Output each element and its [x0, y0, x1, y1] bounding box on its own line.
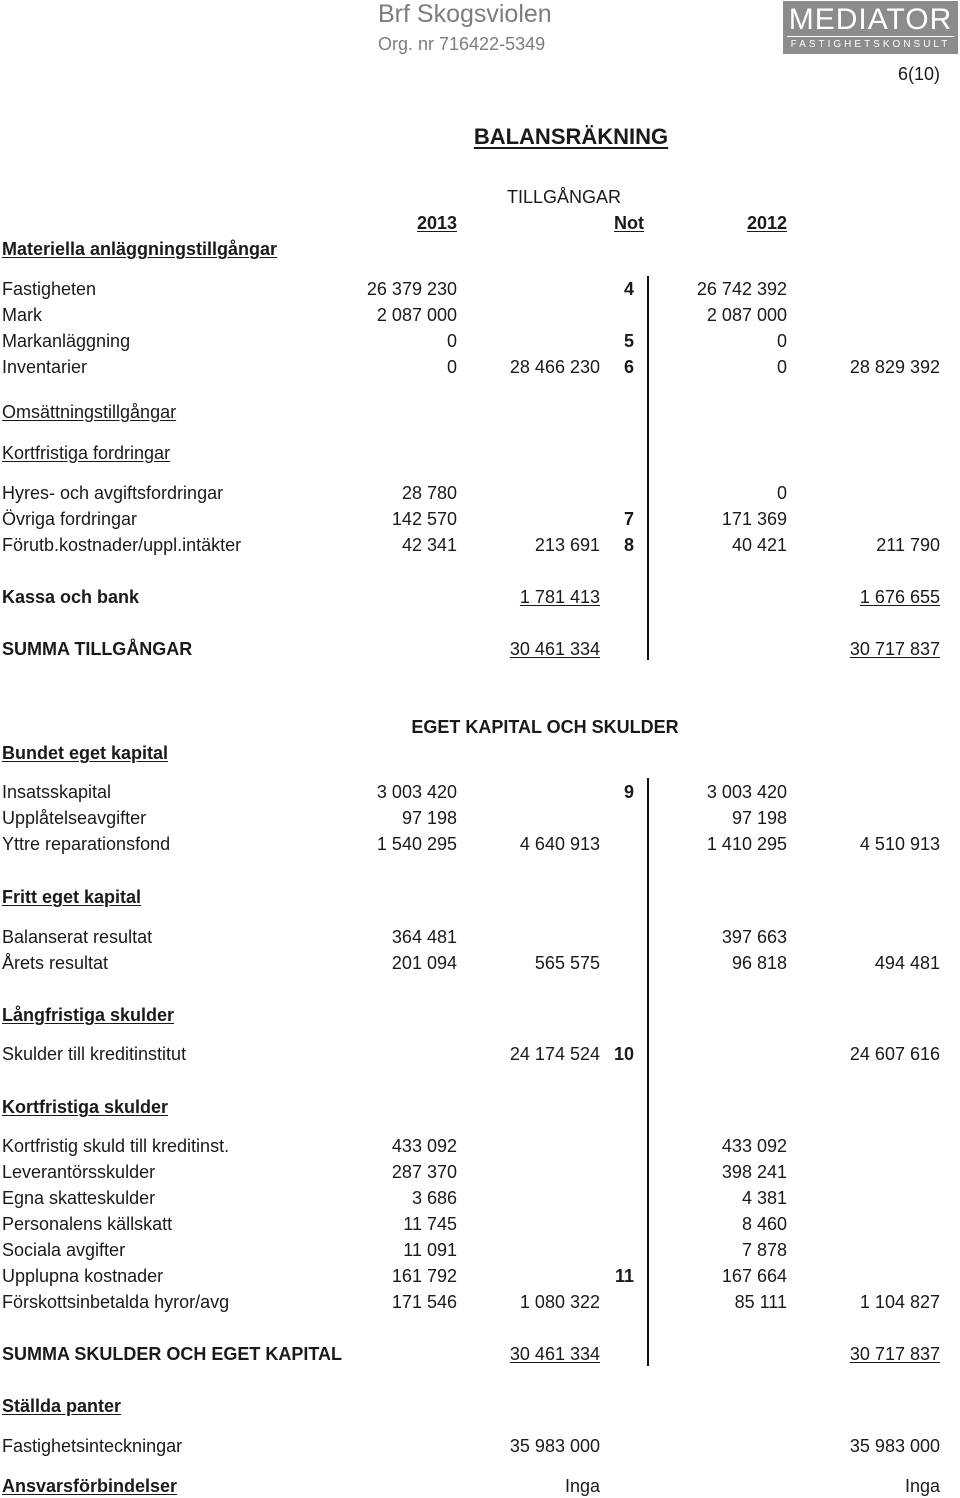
amount-2012: 1 410 295	[706, 834, 787, 854]
amount-2012: 85 111	[734, 1292, 787, 1312]
section-title-unrestricted-equity	[0, 886, 960, 908]
column-header-2012: 2012	[746, 213, 787, 233]
section-title: Bundet eget kapital	[2, 743, 169, 763]
row-summa-skulder-eget-kapital	[0, 1343, 960, 1365]
row-kortfristig-skuld-kreditinst	[0, 1135, 960, 1157]
subtotal-2012: 1 104 827	[859, 1292, 940, 1312]
section-title: Omsättningstillgångar	[2, 402, 177, 422]
amount-2012: 3 003 420	[706, 782, 787, 802]
amount-2013: 42 341	[401, 535, 457, 555]
amount-2013: 11 745	[403, 1214, 457, 1234]
row-inventarier	[0, 356, 960, 378]
row-label: Årets resultat	[2, 953, 109, 973]
amount-2012: 8 460	[741, 1214, 787, 1234]
mediator-logo	[783, 1, 958, 54]
note-ref: 9	[623, 782, 634, 802]
row-markanlaggning	[0, 330, 960, 352]
section-title: Kortfristiga skulder	[2, 1097, 169, 1117]
row-label: Markanläggning	[2, 331, 131, 351]
section-title-short-term-liabilities	[0, 1096, 960, 1118]
amount-2012: 97 198	[731, 808, 787, 828]
amount-2012: 433 092	[721, 1136, 787, 1156]
subtotal-2012: 494 481	[874, 953, 940, 973]
amount-2013: 142 570	[391, 509, 457, 529]
subtotal-2012: 1 676 655	[859, 587, 940, 607]
subtotal-2013: 24 174 524	[509, 1044, 600, 1064]
amount-2012: 0	[776, 483, 787, 503]
row-mark	[0, 304, 960, 326]
equity-liabilities-heading: EGET KAPITAL OCH SKULDER	[411, 717, 679, 737]
row-label: Inventarier	[2, 357, 88, 377]
amount-2012: 40 421	[731, 535, 787, 555]
row-summa-tillgangar	[0, 638, 960, 660]
note-ref: 4	[623, 279, 634, 299]
row-kassa-och-bank	[0, 586, 960, 608]
amount-2013: 287 370	[391, 1162, 457, 1182]
amount-2013: 1 540 295	[376, 834, 457, 854]
row-personalens-kallskatt	[0, 1213, 960, 1235]
row-sociala-avgifter	[0, 1239, 960, 1261]
amount-2012: 96 818	[731, 953, 787, 973]
amount-2012: 7 878	[741, 1240, 787, 1260]
row-upplatelseavgifter	[0, 807, 960, 829]
subtotal-2012: 28 829 392	[849, 357, 940, 377]
row-label: Skulder till kreditinstitut	[2, 1044, 187, 1064]
total-2013: 30 461 334	[509, 1344, 600, 1364]
row-label: Kortfristig skuld till kreditinst.	[2, 1136, 230, 1156]
note-ref: 5	[623, 331, 634, 351]
row-label: Kassa och bank	[2, 587, 140, 607]
subtotal-2013: 28 466 230	[509, 357, 600, 377]
subtotal-2013: 565 575	[534, 953, 600, 973]
section-title: Materiella anläggningstillgångar	[2, 239, 278, 259]
section-title: Ställda panter	[2, 1396, 122, 1416]
section-title-current-assets	[0, 401, 960, 423]
note-ref: 10	[613, 1044, 634, 1064]
row-label: SUMMA TILLGÅNGAR	[2, 639, 193, 659]
row-label: Personalens källskatt	[2, 1214, 173, 1234]
row-label: Balanserat resultat	[2, 927, 153, 947]
row-label: Insatsskapital	[2, 782, 112, 802]
section-subtitle: Kortfristiga fordringar	[2, 443, 171, 463]
row-insatsskapital	[0, 781, 960, 803]
section-title-long-term-liabilities	[0, 1004, 960, 1026]
amount-2013: 3 003 420	[376, 782, 457, 802]
row-label: Yttre reparationsfond	[2, 834, 171, 854]
amount-2012: 398 241	[721, 1162, 787, 1182]
note-ref: 8	[623, 535, 634, 555]
total-2012: 30 717 837	[849, 1344, 940, 1364]
amount-2013: 11 091	[403, 1240, 457, 1260]
row-label: Egna skatteskulder	[2, 1188, 156, 1208]
subtotal-2012: 211 790	[876, 535, 940, 555]
amount-2013: 26 379 230	[366, 279, 457, 299]
logo-wordmark: MEDIATOR	[788, 3, 953, 36]
row-egna-skatteskulder	[0, 1187, 960, 1209]
total-2013: 30 461 334	[509, 639, 600, 659]
subtotal-2012: 4 510 913	[859, 834, 940, 854]
amount-2013: 0	[446, 357, 457, 377]
amount-2013: 2 087 000	[376, 305, 457, 325]
row-label: SUMMA SKULDER OCH EGET KAPITAL	[2, 1344, 342, 1364]
row-label: Hyres- och avgiftsfordringar	[2, 483, 224, 503]
subtotal-2012: 35 983 000	[849, 1436, 940, 1456]
amount-2012: 26 742 392	[696, 279, 787, 299]
total-2012: 30 717 837	[849, 639, 940, 659]
amount-2013: 171 546	[391, 1292, 457, 1312]
note-ref: 6	[623, 357, 634, 377]
row-label: Upplåtelseavgifter	[2, 808, 147, 828]
amount-2012: 167 664	[721, 1266, 787, 1286]
section-title-pledged-assets	[0, 1395, 960, 1417]
amount-2012: 0	[776, 331, 787, 351]
amount-2012: 0	[776, 357, 787, 377]
page-number: 6(10)	[897, 64, 940, 84]
amount-2013: 28 780	[401, 483, 457, 503]
amount-2012: 171 369	[721, 509, 787, 529]
amount-2013: 97 198	[401, 808, 457, 828]
row-label: Fastigheten	[2, 279, 97, 299]
page-title: BALANSRÄKNING	[473, 124, 669, 149]
row-label: Mark	[2, 305, 42, 325]
subtotal-2013: 4 640 913	[519, 834, 600, 854]
row-yttre-reparationsfond	[0, 833, 960, 855]
subtotal-2012: Inga	[904, 1476, 940, 1496]
subtotal-2012: 24 607 616	[849, 1044, 940, 1064]
subtotal-2013: 1 080 322	[519, 1292, 600, 1312]
row-fastighetsinteckningar	[0, 1435, 960, 1457]
amount-2013: 364 481	[391, 927, 457, 947]
row-upplupna-kostnader	[0, 1265, 960, 1287]
row-label: Leverantörsskulder	[2, 1162, 156, 1182]
subtotal-2013: 35 983 000	[509, 1436, 600, 1456]
row-ansvarsforbindelser	[0, 1475, 960, 1497]
row-forutbetalda-kostnader	[0, 534, 960, 556]
note-ref: 11	[614, 1266, 634, 1286]
row-balanserat-resultat	[0, 926, 960, 948]
assets-heading: TILLGÅNGAR	[506, 187, 622, 207]
section-title-restricted-equity	[0, 742, 960, 764]
amount-2013: 0	[446, 331, 457, 351]
row-hyres-avgiftsfordringar	[0, 482, 960, 504]
row-ovriga-fordringar	[0, 508, 960, 530]
row-forskottsinbetalda-hyror	[0, 1291, 960, 1313]
column-header-note: Not	[614, 213, 644, 233]
row-leverantorsskulder	[0, 1161, 960, 1183]
column-header-2013: 2013	[416, 213, 457, 233]
row-skulder-till-kreditinstitut	[0, 1043, 960, 1065]
subtotal-2013: 1 781 413	[519, 587, 600, 607]
row-label: Sociala avgifter	[2, 1240, 126, 1260]
amount-2013: 201 094	[391, 953, 457, 973]
row-label: Övriga fordringar	[2, 509, 138, 529]
section-subtitle-receivables	[0, 442, 960, 464]
logo-tagline: FASTIGHETSKONSULT	[787, 36, 954, 53]
association-name: Brf Skogsviolen	[378, 0, 552, 28]
row-fastigheten	[0, 278, 960, 300]
row-label: Förutb.kostnader/uppl.intäkter	[2, 535, 242, 555]
amount-2013: 3 686	[411, 1188, 457, 1208]
section-title: Fritt eget kapital	[2, 887, 142, 907]
note-ref: 7	[623, 509, 634, 529]
amount-2013: 433 092	[391, 1136, 457, 1156]
amount-2012: 2 087 000	[706, 305, 787, 325]
amount-2012: 397 663	[721, 927, 787, 947]
row-label: Upplupna kostnader	[2, 1266, 164, 1286]
section-title-fixed-assets	[0, 238, 960, 260]
section-title: Långfristiga skulder	[2, 1005, 175, 1025]
amount-2013: 161 792	[391, 1266, 457, 1286]
row-label: Förskottsinbetalda hyror/avg	[2, 1292, 230, 1312]
row-arets-resultat	[0, 952, 960, 974]
column-header-row	[0, 212, 960, 234]
row-label: Fastighetsinteckningar	[2, 1436, 183, 1456]
subtotal-2013: 213 691	[534, 535, 600, 555]
amount-2012: 4 381	[741, 1188, 787, 1208]
subtotal-2013: Inga	[564, 1476, 600, 1496]
section-title: Ansvarsförbindelser	[2, 1476, 178, 1496]
org-number: Org. nr 716422-5349	[378, 34, 546, 54]
